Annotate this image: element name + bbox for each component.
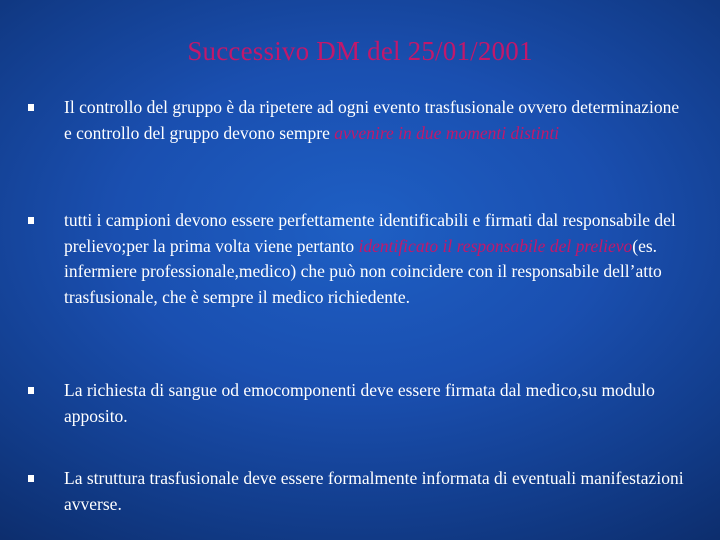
bullet-text-segment: La richiesta di sangue od emocomponenti deve essere firmata dal medico,su modulo apposito. [64, 380, 655, 426]
bullet-item [26, 466, 688, 517]
bullet-text [64, 95, 688, 146]
bullet-text-segment: Il controllo del gruppo è da ripetere ad ogni evento trasfusionale ovvero determinazione e controllo del gruppo devono sempre [64, 97, 680, 143]
bullet-text-segment: La struttura trasfusionale deve essere formalmente informata di eventuali manifestazioni avverse. [64, 468, 684, 514]
bullet-text-segment: (es. infermiere professionale,medico) che può non coincidere con il responsabile dell’atto trasfusionale, che è sempre il medico richiedente. [64, 235, 662, 307]
slide-title: Successivo DM del 25/01/2001 [187, 36, 533, 66]
bullet-text [64, 208, 688, 310]
bullet-text [64, 466, 688, 517]
bullet-text-segment: tutti i campioni devono essere perfettamente identificabili e firmati dal responsabile del prelievo;per la prima volta viene pertanto [64, 210, 676, 256]
bullet-item [26, 208, 688, 310]
bullet-item [26, 378, 688, 429]
bullet-emphasis: identificato il responsabile del prelievo [358, 235, 633, 256]
bullet-emphasis: avvenire in due momenti distinti [334, 122, 560, 143]
bullet-item [26, 95, 688, 146]
bullet-text [64, 378, 688, 429]
square-bullet-icon [26, 378, 64, 394]
square-bullet-icon [26, 466, 64, 482]
square-bullet-icon [26, 95, 64, 111]
square-bullet-icon [26, 208, 64, 224]
